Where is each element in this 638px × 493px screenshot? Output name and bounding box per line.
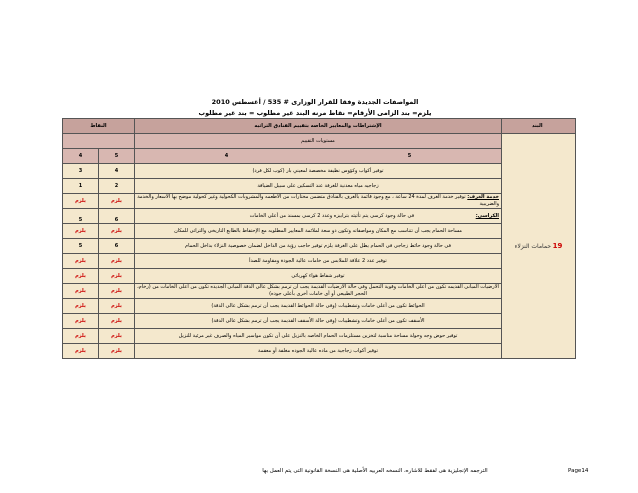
table-row [63,194,576,209]
item-number: 19 [552,242,563,250]
points-level-5: 5 [99,149,135,164]
page-number: Page14 [568,468,589,474]
table-row [63,179,576,194]
header-line-2: يلزم= بند الزامى الأرقام= نقاط مرنه البند غير مطلوب = بند غير مطلوب [198,109,432,117]
points-4: 5 [63,209,99,224]
points-4: يلزم [63,314,99,329]
row-text: زجاجيه مياه معدنية للغرفة عند التسكين على سبيل الضيافة [135,179,502,194]
levels-label: مستويات التقييم [135,134,502,149]
points-4: يلزم [63,269,99,284]
points-5: 2 [99,179,135,194]
points-4: يلزم [63,299,99,314]
row-label: خدمة الغرف: [467,194,499,200]
points-5: يلزم [99,299,135,314]
table-row [63,164,576,179]
item-name: حمامات النزلاء [514,243,552,250]
points-5: 6 [99,209,135,224]
points-4: 1 [63,179,99,194]
points-5: يلزم [99,329,135,344]
table-title: الإشتراطات والمعايير الخاصه بتقييم الفنادق التراثيه [135,119,502,134]
table-row [63,224,576,239]
levels-row [63,134,576,149]
footer-note: الترجمه الإنجليزية هى لفقط للاشاره، النسخه العربيه الأصلية هى النسخة القانونية التى يتم العمل بها [262,468,488,474]
points-4: 5 [63,239,99,254]
table-title-row [63,119,576,134]
points-5: يلزم [99,284,135,299]
table-row [63,269,576,284]
points-5: يلزم [99,194,135,209]
row-text: فى حالة وجود كرسى يتم تأثيثه بترابيزه وعدد 2 كرسى بمسند من أعلى الخامات [249,213,415,219]
points-label: النقاط [63,119,135,134]
points-level-4: 4 [63,149,99,164]
table-row [63,209,576,224]
points-4: يلزم [63,344,99,359]
level-5: 5 [407,153,412,159]
table-row [63,329,576,344]
points-5: يلزم [99,269,135,284]
row-text: مساحة الحمام يجب أن تتناسب مع المكان ومواصفاته وتكون ذو سعة لملائمة المعايير المطلوبه مع الإحتفاظ بالطابع التاريخى والتراثى للمكان [135,224,502,239]
points-5: يلزم [99,254,135,269]
table-row [63,239,576,254]
row-text: توفير عدد 2 علاقة للملابس من خامات عالية الجودة ومقاومة للصدأ [135,254,502,269]
points-4: يلزم [63,284,99,299]
row-text: توفير أكواب زجاجية من ماده عالية الجوده مغلفة أو معقمة [135,344,502,359]
points-4: يلزم [63,329,99,344]
criteria-table [62,118,576,359]
row-text: توفير أكواب وكؤوس نظيفة مخصصة لمعيني بار (كوب لكل فرد) [135,164,502,179]
points-4: يلزم [63,194,99,209]
points-5: يلزم [99,314,135,329]
row-text: الأرضيات المبانى القديمه تكون من أعلى الخامات وقوية التحمل وفى حالة الارضيات القديمة يجب أن ترمم بشكل عالى الدقة المبانى الجديده تكون من أعلى الخامات من (رخام، الحجر الطبيعى أو أى خامات أخرى بأعلى جوده) [135,284,502,299]
row-text: توفير خدمة الغرف لمدة 24 ساعة ، مع وجود قائمة بالغرف بالفنادق متضمن مختارات من الأطعمه والمشروبات الكحولية وغير كحولية موضح بها الأسعار والخدمة والضريبية [137,194,499,207]
points-5: يلزم [99,344,135,359]
points-5: يلزم [99,224,135,239]
row-text: فى حالة وجود حائط زجاجى فى الحمام يطل على الغرفة يلزم توفير حاجب رؤية من الداخل لضمان خصوصية النزلاء بداخل الحمام [135,239,502,254]
row-text: الحوائط تكون من أعلى خامات وتشطيبات (وفى حالة الحوائط القديمة يجب أن ترمم بشكل عالى الدقة) [135,299,502,314]
band-label: البند [502,119,576,134]
table-row [63,299,576,314]
table-row [63,254,576,269]
table-row [63,344,576,359]
row-text: توفير حوض وجه وحولة مساحة مناسبة لتخزين مستلزمات الحمام الخاصه بالنزيل على أن تكون مواسير المياه والصرف غير مرئية للنزيل [135,329,502,344]
row-text: توفير شفاط هواء كهربائى [135,269,502,284]
row-text: الأسقف تكون من أعلى خامات وتشطيبات (وفى حالة الأسقف القديمة يجب أن ترمم بشكل عالى الدقة) [135,314,502,329]
level-numbers-row [63,149,576,164]
points-4: 3 [63,164,99,179]
row-label: الكراسى: [475,213,499,219]
table-row [63,314,576,329]
table-row [63,284,576,299]
item-cell [502,134,576,359]
points-4: يلزم [63,224,99,239]
points-5: 6 [99,239,135,254]
points-4: يلزم [63,254,99,269]
header-line-1: المواصفات الجديدة وفقا للقرار الوزارى # 535 / أغسطس 2010 [211,98,419,106]
level-4: 4 [224,153,229,159]
points-5: 4 [99,164,135,179]
